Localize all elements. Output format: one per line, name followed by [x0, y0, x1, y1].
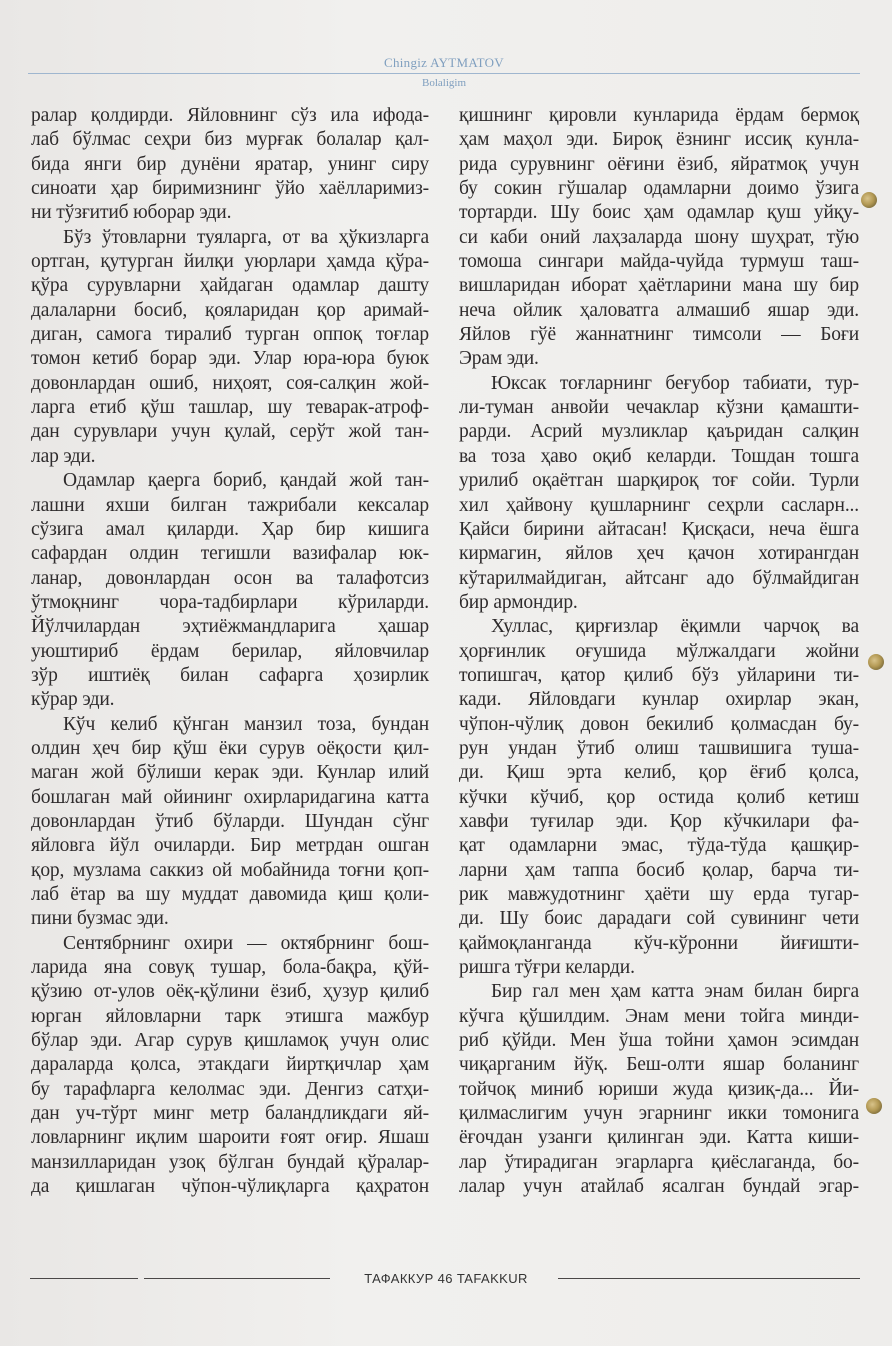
text-line: сафардан олдин тегишли вазифалар юк- [31, 543, 429, 565]
text-line: си каби оний лаҳзаларда шону шуҳрат, тўю [459, 226, 859, 248]
text-line: кўрар эди. [31, 689, 115, 711]
text-line: неча ойлик ҳаловатга алмашиб яшар эди. [459, 299, 859, 321]
text-line: қишнинг қировли кунларида ёрдам бермоқ [459, 105, 859, 126]
text-line: бўлар эди. Агар сурув қишламоқ учун олис [31, 1030, 429, 1052]
text-line: Бир гал мен ҳам катта энам билан бирга [491, 981, 859, 1003]
binding-hole-icon [861, 192, 877, 208]
text-line: рик мавжудотнинг ҳаёти шу ерда тугар- [459, 884, 859, 905]
text-line: пини бузмас эди. [31, 908, 169, 930]
text-line: бир армондир. [459, 591, 578, 613]
text-line: бида янги бир дунёни яратар, унинг сиру [31, 153, 429, 175]
text-line: ёғочдан узанги қилинган эди. Катта киши- [459, 1127, 859, 1149]
text-line: лаб ётар ва шу муддат давомида қиш қоли- [31, 884, 429, 905]
text-line: Сентябрнинг охири — октябрнинг бош- [63, 932, 429, 954]
text-line: лашни яхши билган тажрибали кексалар [31, 494, 429, 516]
text-line: томоша сингари майда-чуйда турмуш таш- [459, 251, 859, 273]
text-line: чўпон-чўлиқ довон бекилиб қолмасдан бу- [459, 713, 859, 735]
text-line: Кўч келиб қўнган манзил тоза, бундан [63, 713, 429, 735]
text-line: риб қўйди. Мен ўша тойни ҳамон эсимдан [459, 1030, 859, 1052]
text-line: қат одамларни эмас, тўда-тўда қашқир- [459, 835, 859, 857]
text-line: довонлардан ошиб, ниҳоят, соя-салқин жой- [31, 372, 429, 394]
text-line: тойчоқ миниб юриши жуда қизиқ-да... Йи- [459, 1078, 859, 1100]
text-line: ланар, довонлардан осон ва талафотсиз [31, 567, 429, 589]
text-line: сўзига амал қиларди. Ҳар бир кишига [31, 518, 429, 540]
text-line: уюштириб ёрдам берилар, яйловчилар [31, 640, 429, 662]
text-line: кўчга қўшилдим. Энам мени тойга минди- [459, 1005, 859, 1027]
text-line: кўтарилмайдиган, айтсанг адо бўлмайдиган [459, 567, 859, 589]
text-line: маган жой бўлиши керак эди. Кунлар илий [31, 762, 429, 784]
text-line: дан сурувлари учун қулай, серўт жой тан- [31, 421, 429, 443]
text-line: рарди. Асрий музликлар қаъридан салқин [459, 421, 859, 443]
text-line: далаларни босиб, қояларидан қор аримай- [31, 299, 429, 321]
text-line: Яйлов гўё жаннатнинг тимсоли — Боғи [459, 324, 859, 346]
text-line: лалар учун атайлаб ясалган бундай эгар- [459, 1176, 859, 1198]
text-line: зўр иштиёқ билан сафарга ҳозирлик [31, 664, 429, 686]
text-line: манзилларидан узоқ бўлган бундай қўралар- [31, 1151, 429, 1173]
footer-rule [558, 1278, 860, 1279]
text-line: да қишлаган чўпон-чўлиқларга қаҳратон [31, 1176, 429, 1198]
text-line: ловларнинг иқлим шароити ғоят оғир. Яшаш [31, 1127, 429, 1149]
text-line: Юксак тоғларнинг беғубор табиати, тур- [491, 372, 859, 394]
text-line: синоати ҳар биримизнинг ўйо хаёлларимиз- [31, 178, 429, 200]
text-line: лар ўтирадиган эгарларга қиёслаганда, бо- [459, 1151, 859, 1173]
text-line: чиқарганим йўқ. Беш-олти яшар боланинг [459, 1054, 859, 1076]
text-line: Одамлар қаерга бориб, қандай жой тан- [63, 470, 429, 492]
text-line: юрган яйловларни тарк этишга мажбур [31, 1005, 429, 1027]
text-line: довонлардан ўтиб бўларди. Шундан сўнг [31, 810, 429, 832]
text-line: қилмаслигим учун эгарнинг икки томонига [459, 1103, 859, 1125]
text-line: ди. Қиш эрта келиб, қор ёғиб қолса, [459, 762, 859, 784]
text-line: ларни ҳам таппа босиб қолар, барча ти- [459, 859, 859, 881]
text-line: дан уч-тўрт минг метр баландликдаги яй- [31, 1103, 429, 1125]
footer-page-label: ТАФАККУР 46 TAFAKKUR [364, 1271, 528, 1286]
text-line: ҳам маҳол эди. Бироқ ёзнинг иссиқ кунла- [459, 129, 859, 151]
text-line: ни тўзғитиб юборар эди. [31, 202, 232, 224]
text-line: Эрам эди. [459, 348, 539, 370]
text-line: ларида яна совуқ тушар, бола-бақра, қўй- [31, 957, 429, 979]
text-line: лаб бўлмас сеҳри биз мурғак болалар қал- [31, 129, 429, 151]
footer-rule [144, 1278, 330, 1279]
text-line: қаймоқланганда кўч-кўронни йиғишти- [459, 932, 859, 954]
text-line: Қайси бирини айтасан! Қисқаси, неча ёшга [459, 518, 859, 540]
text-line: рида сурувнинг оёғини ёзиб, яйратмоқ учун [459, 153, 859, 175]
text-line: вишларидан иборат ҳаётларини мана шу бир [459, 275, 859, 297]
text-line: қўзию от-улов оёқ-қўлини ёзиб, ҳузур қилиб [31, 981, 429, 1003]
text-line: ортган, қутурган йилқи уюрлари ҳамда қўра- [31, 251, 429, 273]
text-line: бошлаган май ойининг охирларидагина катта [31, 786, 429, 808]
text-line: яйловга йўл очиларди. Бир метрдан ошган [31, 835, 429, 857]
text-line: хил ҳайвону қушларнинг сеҳрли сасларн... [459, 494, 859, 516]
text-line: кўчки кўчиб, қор остида қолиб кетиш [459, 786, 859, 808]
text-line: ди. Шу боис дарадаги сой сувининг чети [459, 908, 859, 930]
text-line: Бўз ўтовларни туяларга, от ва ҳўкизларга [63, 226, 429, 248]
text-line: дараларда қолса, этакдаги йиртқичлар ҳам [31, 1054, 429, 1076]
text-line: ўтмоқнинг чора-тадбирлари кўриларди. [31, 591, 429, 613]
binding-hole-icon [866, 1098, 882, 1114]
text-line: олдин ҳеч бир қўш ёки сурув оёқости қил- [31, 737, 429, 759]
text-line: қор, музлама саккиз ой мобайнида тоғни қоп- [31, 859, 429, 881]
text-line: ралар қолдирди. Яйловнинг сўз ила ифода- [31, 105, 429, 126]
text-line: Йўлчилардан эҳтиёжмандларига ҳашар [31, 616, 429, 638]
text-line: ришга тўғри келарди. [459, 957, 635, 979]
text-line: рун ундан ўтиб олиш ташвишига туша- [459, 737, 859, 759]
text-line: томон кетиб борар эди. Улар юра-юра буюк [31, 348, 429, 370]
text-line: ларга етиб қўш ташлар, шу теварак-атроф- [31, 397, 429, 419]
binding-hole-icon [868, 654, 884, 670]
text-line: Хуллас, қирғизлар ёқимли чарчоқ ва [491, 616, 859, 638]
header-divider [28, 73, 860, 74]
text-line: хавфи туғилар эди. Қор кўчкилари фа- [459, 810, 859, 832]
text-line: қўра сурувларни ҳайдаган одамлар дашту [31, 275, 429, 297]
header-author: Chingiz AYTMATOV [383, 55, 504, 70]
text-line: ли-туман анвойи чечаклар кўзни қамашти- [459, 397, 859, 419]
page-footer [30, 1270, 860, 1288]
text-line: ва тоза ҳаво оқиб келарди. Тошдан тошга [459, 445, 859, 467]
footer-rule [30, 1278, 138, 1279]
text-line: бу тарафларга келолмас эди. Денгиз сатҳи- [31, 1078, 429, 1100]
text-line: кади. Яйловдаги кунлар охирлар экан, [459, 689, 859, 711]
text-line: бу сокин гўшалар одамларни доимо ўзига [459, 178, 859, 200]
text-line: топишгач, қатор қилиб бўз уйларини ти- [459, 664, 859, 686]
text-line: ҳорғинлик оғушида мўлжалдаги жойни [459, 640, 859, 662]
text-column-left [31, 104, 429, 1199]
header-book-title: Bolaligim [422, 77, 466, 89]
text-line: тортарди. Шу боис ҳам одамлар қуш уйқу- [459, 202, 859, 224]
text-line: диган, самога тиралиб турган оппоқ тоғлар [31, 324, 429, 346]
text-column-right [459, 104, 859, 1199]
text-line: кирмагин, яйлов ҳеч қачон хотирангдан [459, 543, 859, 565]
text-line: лар эди. [31, 445, 96, 467]
text-line: урилиб оқаётган шарқироқ тоғ сойи. Турли [459, 470, 859, 492]
